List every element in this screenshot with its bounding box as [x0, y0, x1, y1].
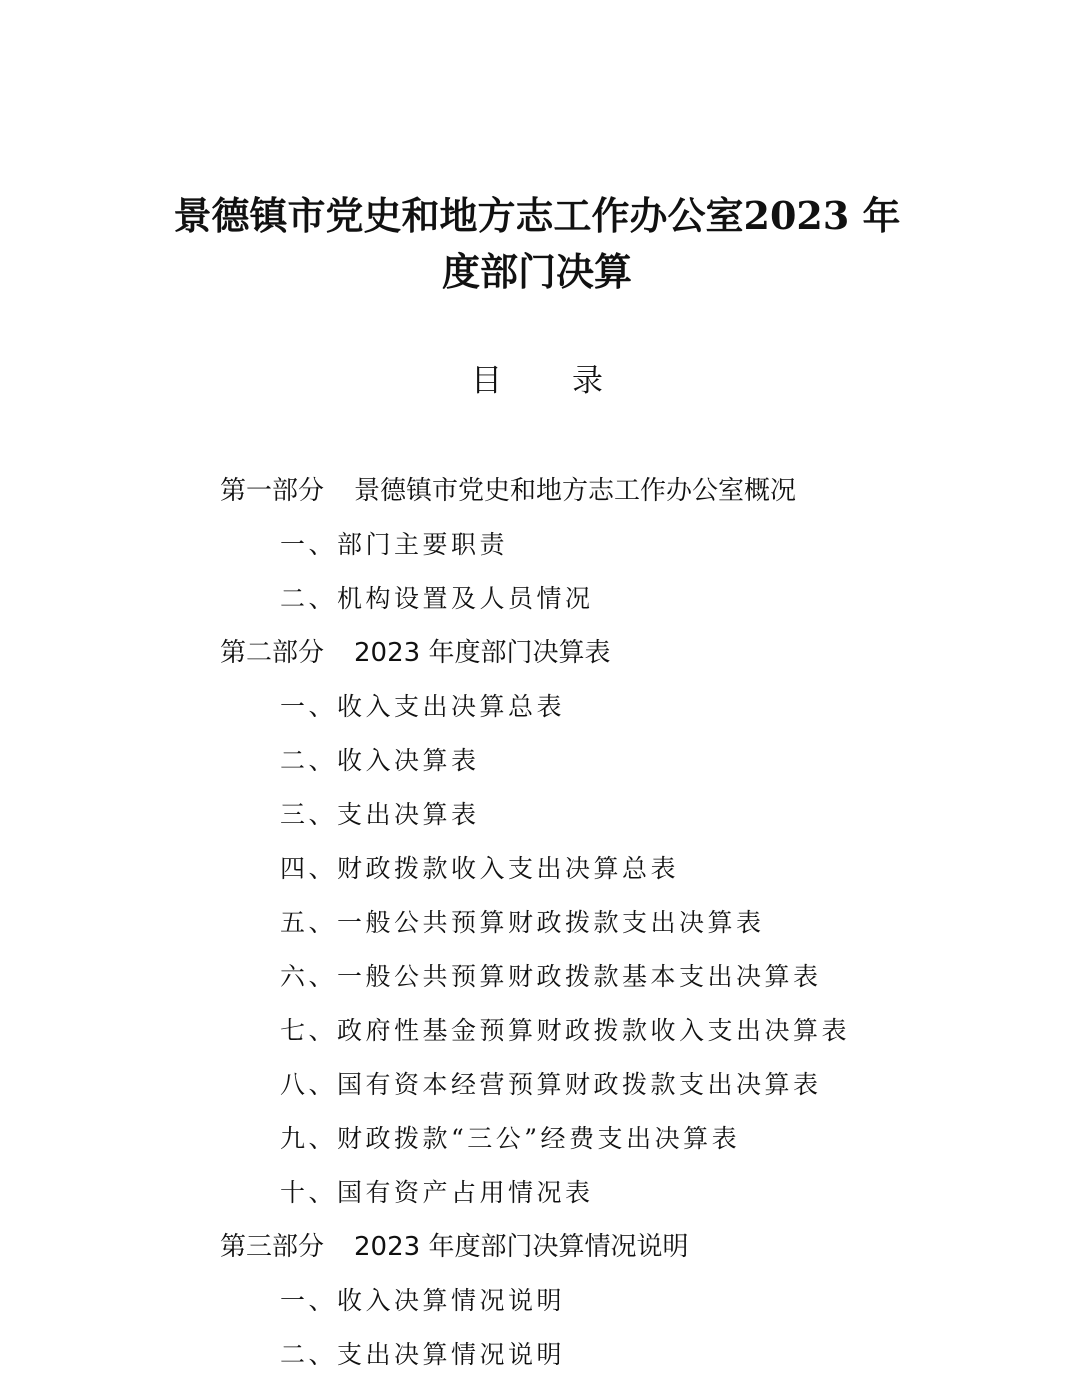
toc-item: 七、政府性基金预算财政拨款收入支出决算表 [280, 1016, 851, 1045]
toc-part-title: 景德镇市党史和地方志工作办公室概况 [354, 476, 797, 506]
toc-item: 八、国有资本经营预算财政拨款支出决算表 [280, 1070, 822, 1099]
toc-part-label: 第二部分 [220, 638, 325, 668]
toc-item: 一、部门主要职责 [280, 530, 509, 559]
toc-part-label: 第三部分 [220, 1232, 325, 1262]
toc-part-label: 第一部分 [220, 476, 325, 506]
toc-item: 二、机构设置及人员情况 [280, 584, 594, 613]
document-title-line-1: 景德镇市党史和地方志工作办公室2023 年 [173, 193, 901, 238]
toc-item: 三、支出决算表 [280, 800, 480, 829]
toc-item: 十、国有资产占用情况表 [280, 1178, 594, 1207]
toc-part-title: 2023 年度部门决算表 [354, 638, 611, 668]
toc-item: 一、收入支出决算总表 [280, 692, 566, 721]
document-title-line-2: 度部门决算 [441, 249, 632, 294]
toc-item: 二、支出决算情况说明 [280, 1340, 566, 1369]
toc-item: 四、财政拨款收入支出决算总表 [280, 854, 680, 883]
toc-part-2 [220, 633, 610, 673]
toc-item: 一、收入决算情况说明 [280, 1286, 566, 1315]
toc-item: 九、财政拨款“三公”经费支出决算表 [280, 1124, 741, 1153]
toc-heading: 目录 [471, 363, 673, 399]
toc-part-1 [220, 471, 796, 511]
toc-item: 五、一般公共预算财政拨款支出决算表 [280, 908, 765, 937]
toc-item: 二、收入决算表 [280, 746, 480, 775]
toc-part-3 [220, 1227, 688, 1267]
toc-item: 六、一般公共预算财政拨款基本支出决算表 [280, 962, 822, 991]
toc-part-title: 2023 年度部门决算情况说明 [354, 1232, 689, 1262]
